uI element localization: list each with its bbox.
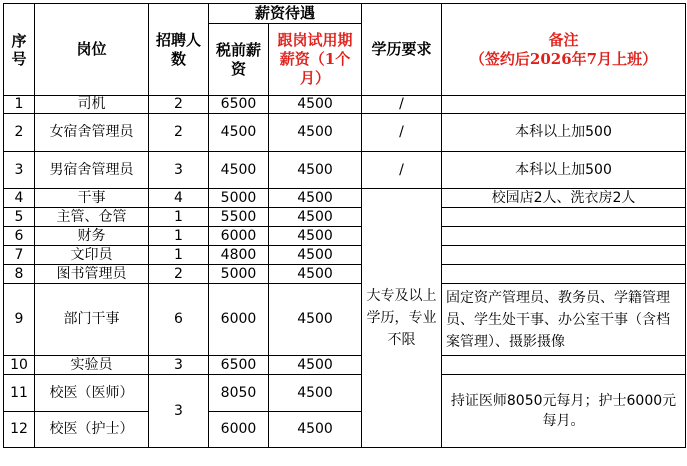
- cell-pre-tax: 8050: [209, 375, 269, 412]
- cell-position: 实验员: [35, 356, 149, 375]
- cell-remark: [442, 96, 686, 114]
- cell-probation: 4500: [269, 412, 362, 448]
- cell-no: 3: [4, 152, 35, 189]
- cell-count: 2: [149, 265, 209, 284]
- cell-pre-tax: 6500: [209, 96, 269, 114]
- table-row: [4, 375, 686, 412]
- cell-pre-tax: 4800: [209, 246, 269, 265]
- cell-pre-tax: 6000: [209, 284, 269, 356]
- cell-probation: 4500: [269, 246, 362, 265]
- cell-count: 6: [149, 284, 209, 356]
- cell-probation: 4500: [269, 114, 362, 152]
- cell-count: 1: [149, 246, 209, 265]
- header-education: 学历要求: [362, 4, 442, 96]
- cell-position: 司机: [35, 96, 149, 114]
- cell-count: 4: [149, 189, 209, 208]
- header-salary-group: 薪资待遇: [209, 4, 362, 24]
- cell-no: 11: [4, 375, 35, 412]
- header-pre-tax: 税前薪资: [209, 24, 269, 96]
- cell-remark-merged: 持证医师8050元每月；护士6000元每月。: [442, 375, 686, 448]
- cell-position: 校医（医师）: [35, 375, 149, 412]
- cell-no: 2: [4, 114, 35, 152]
- cell-pre-tax: 4500: [209, 114, 269, 152]
- cell-education-merged: 大专及以上学历，专业不限: [362, 189, 442, 448]
- cell-count: 1: [149, 227, 209, 246]
- cell-count: 3: [149, 152, 209, 189]
- cell-no: 7: [4, 246, 35, 265]
- cell-remark: [442, 265, 686, 284]
- cell-position: 干事: [35, 189, 149, 208]
- cell-probation: 4500: [269, 375, 362, 412]
- cell-no: 6: [4, 227, 35, 246]
- table-row: [4, 284, 686, 356]
- table-row: [4, 114, 686, 152]
- cell-probation: 4500: [269, 265, 362, 284]
- cell-education: /: [362, 114, 442, 152]
- cell-remark: 固定资产管理员、教务员、学籍管理员、学生处干事、办公室干事（含档案管理）、摄影摄像: [442, 284, 686, 356]
- cell-position: 文印员: [35, 246, 149, 265]
- cell-education: /: [362, 96, 442, 114]
- cell-pre-tax: 6000: [209, 412, 269, 448]
- table-row: [4, 208, 686, 227]
- cell-probation: 4500: [269, 189, 362, 208]
- cell-pre-tax: 4500: [209, 152, 269, 189]
- header-count: 招聘人数: [149, 4, 209, 96]
- cell-probation: 4500: [269, 96, 362, 114]
- cell-no: 10: [4, 356, 35, 375]
- cell-position: 部门干事: [35, 284, 149, 356]
- cell-remark: 本科以上加500: [442, 114, 686, 152]
- recruitment-table: [3, 3, 686, 448]
- cell-position: 财务: [35, 227, 149, 246]
- cell-remark: 校园店2人、洗衣房2人: [442, 189, 686, 208]
- table-row: [4, 189, 686, 208]
- cell-remark: 本科以上加500: [442, 152, 686, 189]
- cell-remark: [442, 208, 686, 227]
- table-row: [4, 246, 686, 265]
- cell-probation: 4500: [269, 227, 362, 246]
- cell-no: 1: [4, 96, 35, 114]
- cell-probation: 4500: [269, 356, 362, 375]
- cell-no: 9: [4, 284, 35, 356]
- table-row: [4, 152, 686, 189]
- table-row: [4, 356, 686, 375]
- cell-no: 5: [4, 208, 35, 227]
- cell-count: 3: [149, 356, 209, 375]
- table-row: [4, 227, 686, 246]
- cell-no: 4: [4, 189, 35, 208]
- cell-count: 2: [149, 96, 209, 114]
- cell-position: 女宿舍管理员: [35, 114, 149, 152]
- table-row: [4, 265, 686, 284]
- cell-position: 主管、仓管: [35, 208, 149, 227]
- cell-position: 男宿舍管理员: [35, 152, 149, 189]
- cell-probation: 4500: [269, 152, 362, 189]
- cell-education: /: [362, 152, 442, 189]
- cell-count-merged: 3: [149, 375, 209, 448]
- cell-count: 2: [149, 114, 209, 152]
- header-no: 序号: [4, 4, 35, 96]
- cell-probation: 4500: [269, 208, 362, 227]
- cell-probation: 4500: [269, 284, 362, 356]
- cell-remark: [442, 356, 686, 375]
- cell-position: 图书管理员: [35, 265, 149, 284]
- header-position: 岗位: [35, 4, 149, 96]
- cell-pre-tax: 6500: [209, 356, 269, 375]
- header-probation: 跟岗试用期薪资（1个月）: [269, 24, 362, 96]
- cell-count: 1: [149, 208, 209, 227]
- header-remarks: [442, 4, 686, 96]
- header-remarks-title: 备注: [548, 30, 579, 49]
- cell-no: 12: [4, 412, 35, 448]
- cell-pre-tax: 5000: [209, 265, 269, 284]
- cell-no: 8: [4, 265, 35, 284]
- cell-remark: [442, 227, 686, 246]
- cell-pre-tax: 5000: [209, 189, 269, 208]
- header-remarks-subtitle: （签约后2026年7月上班）: [469, 49, 658, 68]
- cell-position: 校医（护士）: [35, 412, 149, 448]
- header-row-1: [4, 4, 686, 24]
- cell-remark: [442, 246, 686, 265]
- cell-pre-tax: 6000: [209, 227, 269, 246]
- cell-pre-tax: 5500: [209, 208, 269, 227]
- table-row: [4, 96, 686, 114]
